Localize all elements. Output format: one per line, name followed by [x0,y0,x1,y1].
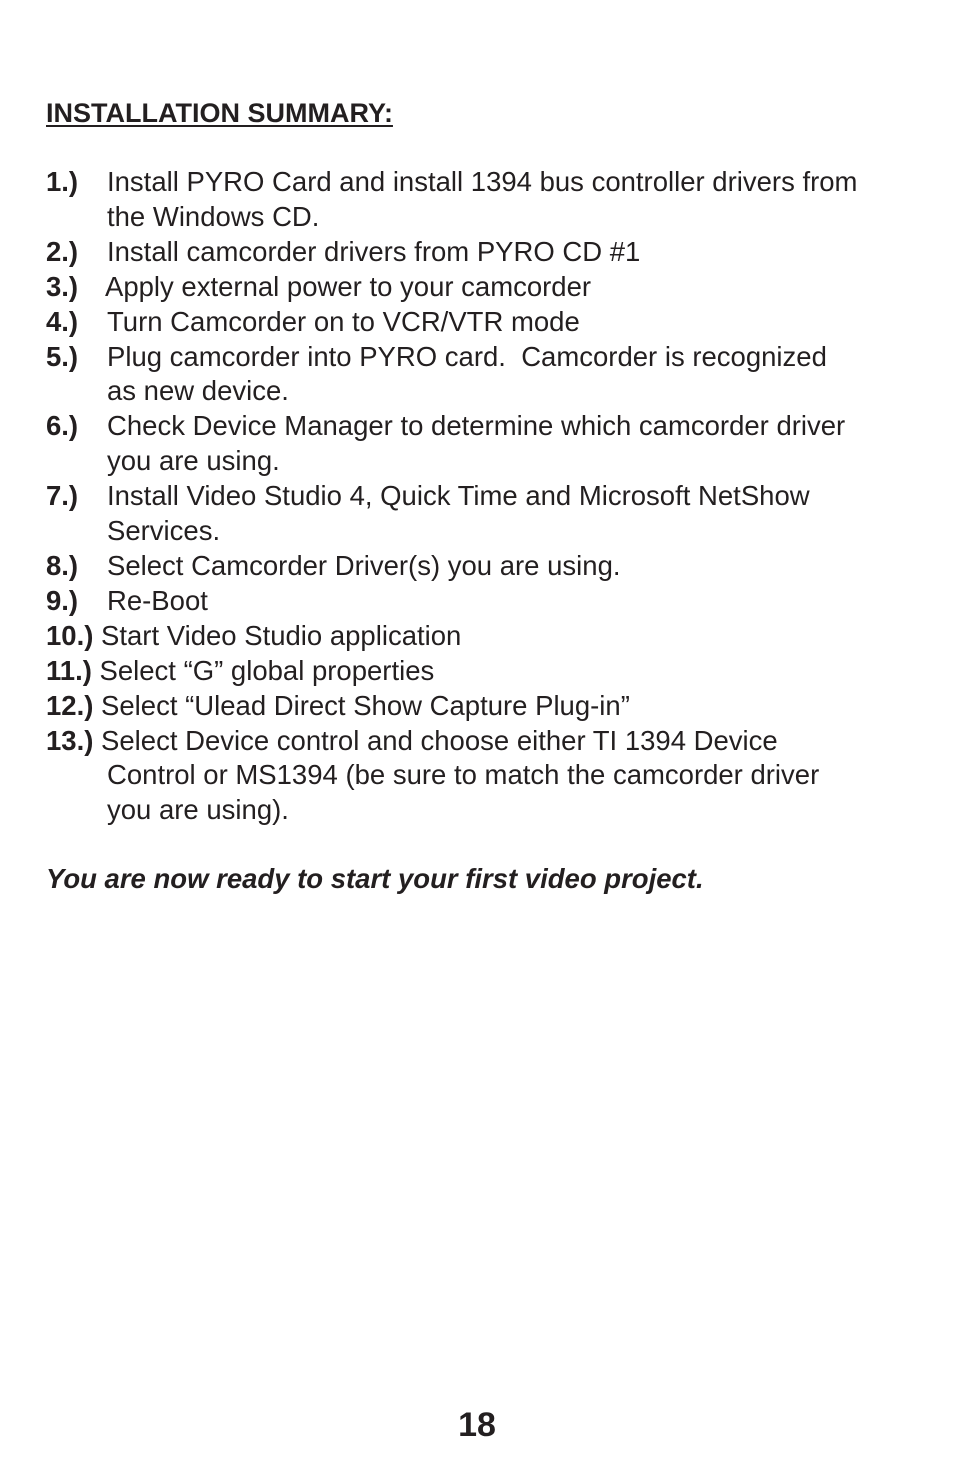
step-text: Install camcorder drivers from PYRO CD #1 [107,235,641,267]
step-text: Plug camcorder into PYRO card. Camcorder is recognized [107,340,827,372]
step-item [46,409,926,479]
step-text: Select Device control and choose either TI 1394 Device [101,724,778,756]
step-item [46,235,926,270]
step-text-continued: the Windows CD. [107,200,320,232]
page-number: 18 [458,1406,496,1444]
step-text: Select “G” global properties [99,654,435,686]
step-number: 13.) [46,724,102,756]
step-item [46,270,926,305]
step-number: 9.) [46,584,79,616]
step-item [46,654,926,689]
step-text: Select Camcorder Driver(s) you are using. [107,549,621,581]
step-number: 10.) [46,619,102,651]
step-text: Check Device Manager to determine which camcorder driver [107,410,846,442]
step-number: 11.) [46,654,100,686]
step-item [46,549,926,584]
step-text: Start Video Studio application [101,619,462,651]
step-text-continued: you are using). [107,794,289,826]
section-heading: INSTALLATION SUMMARY: [46,98,393,128]
step-item [46,724,926,829]
step-item [46,305,926,340]
step-item [46,584,926,619]
step-number: 3.) [46,270,79,302]
step-text-continued: Control or MS1394 (be sure to match the camcorder driver [107,759,820,791]
step-number: 4.) [46,305,79,337]
step-text: Turn Camcorder on to VCR/VTR mode [107,305,580,337]
step-text-continued: you are using. [107,445,280,477]
installation-steps-list [46,165,926,828]
step-text: Re-Boot [107,584,208,616]
step-text: Select “Ulead Direct Show Capture Plug-in” [101,689,630,721]
step-text-continued: as new device. [107,375,289,407]
step-number: 8.) [46,549,79,581]
step-number: 7.) [46,480,79,512]
step-item [46,479,926,549]
closing-statement: You are now ready to start your first video project. [46,863,704,894]
step-item [46,689,926,724]
step-item [46,340,926,410]
step-number: 12.) [46,689,102,721]
step-number: 5.) [46,340,79,372]
step-text: Install Video Studio 4, Quick Time and Microsoft NetShow [107,480,810,512]
step-text-continued: Services. [107,515,221,547]
step-number: 2.) [46,235,79,267]
step-number: 1.) [46,166,79,197]
step-text: Install PYRO Card and install 1394 bus controller drivers from [107,166,858,197]
step-item [46,619,926,654]
step-item [46,165,926,235]
step-text: Apply external power to your camcorder [105,270,592,302]
step-number: 6.) [46,410,79,442]
